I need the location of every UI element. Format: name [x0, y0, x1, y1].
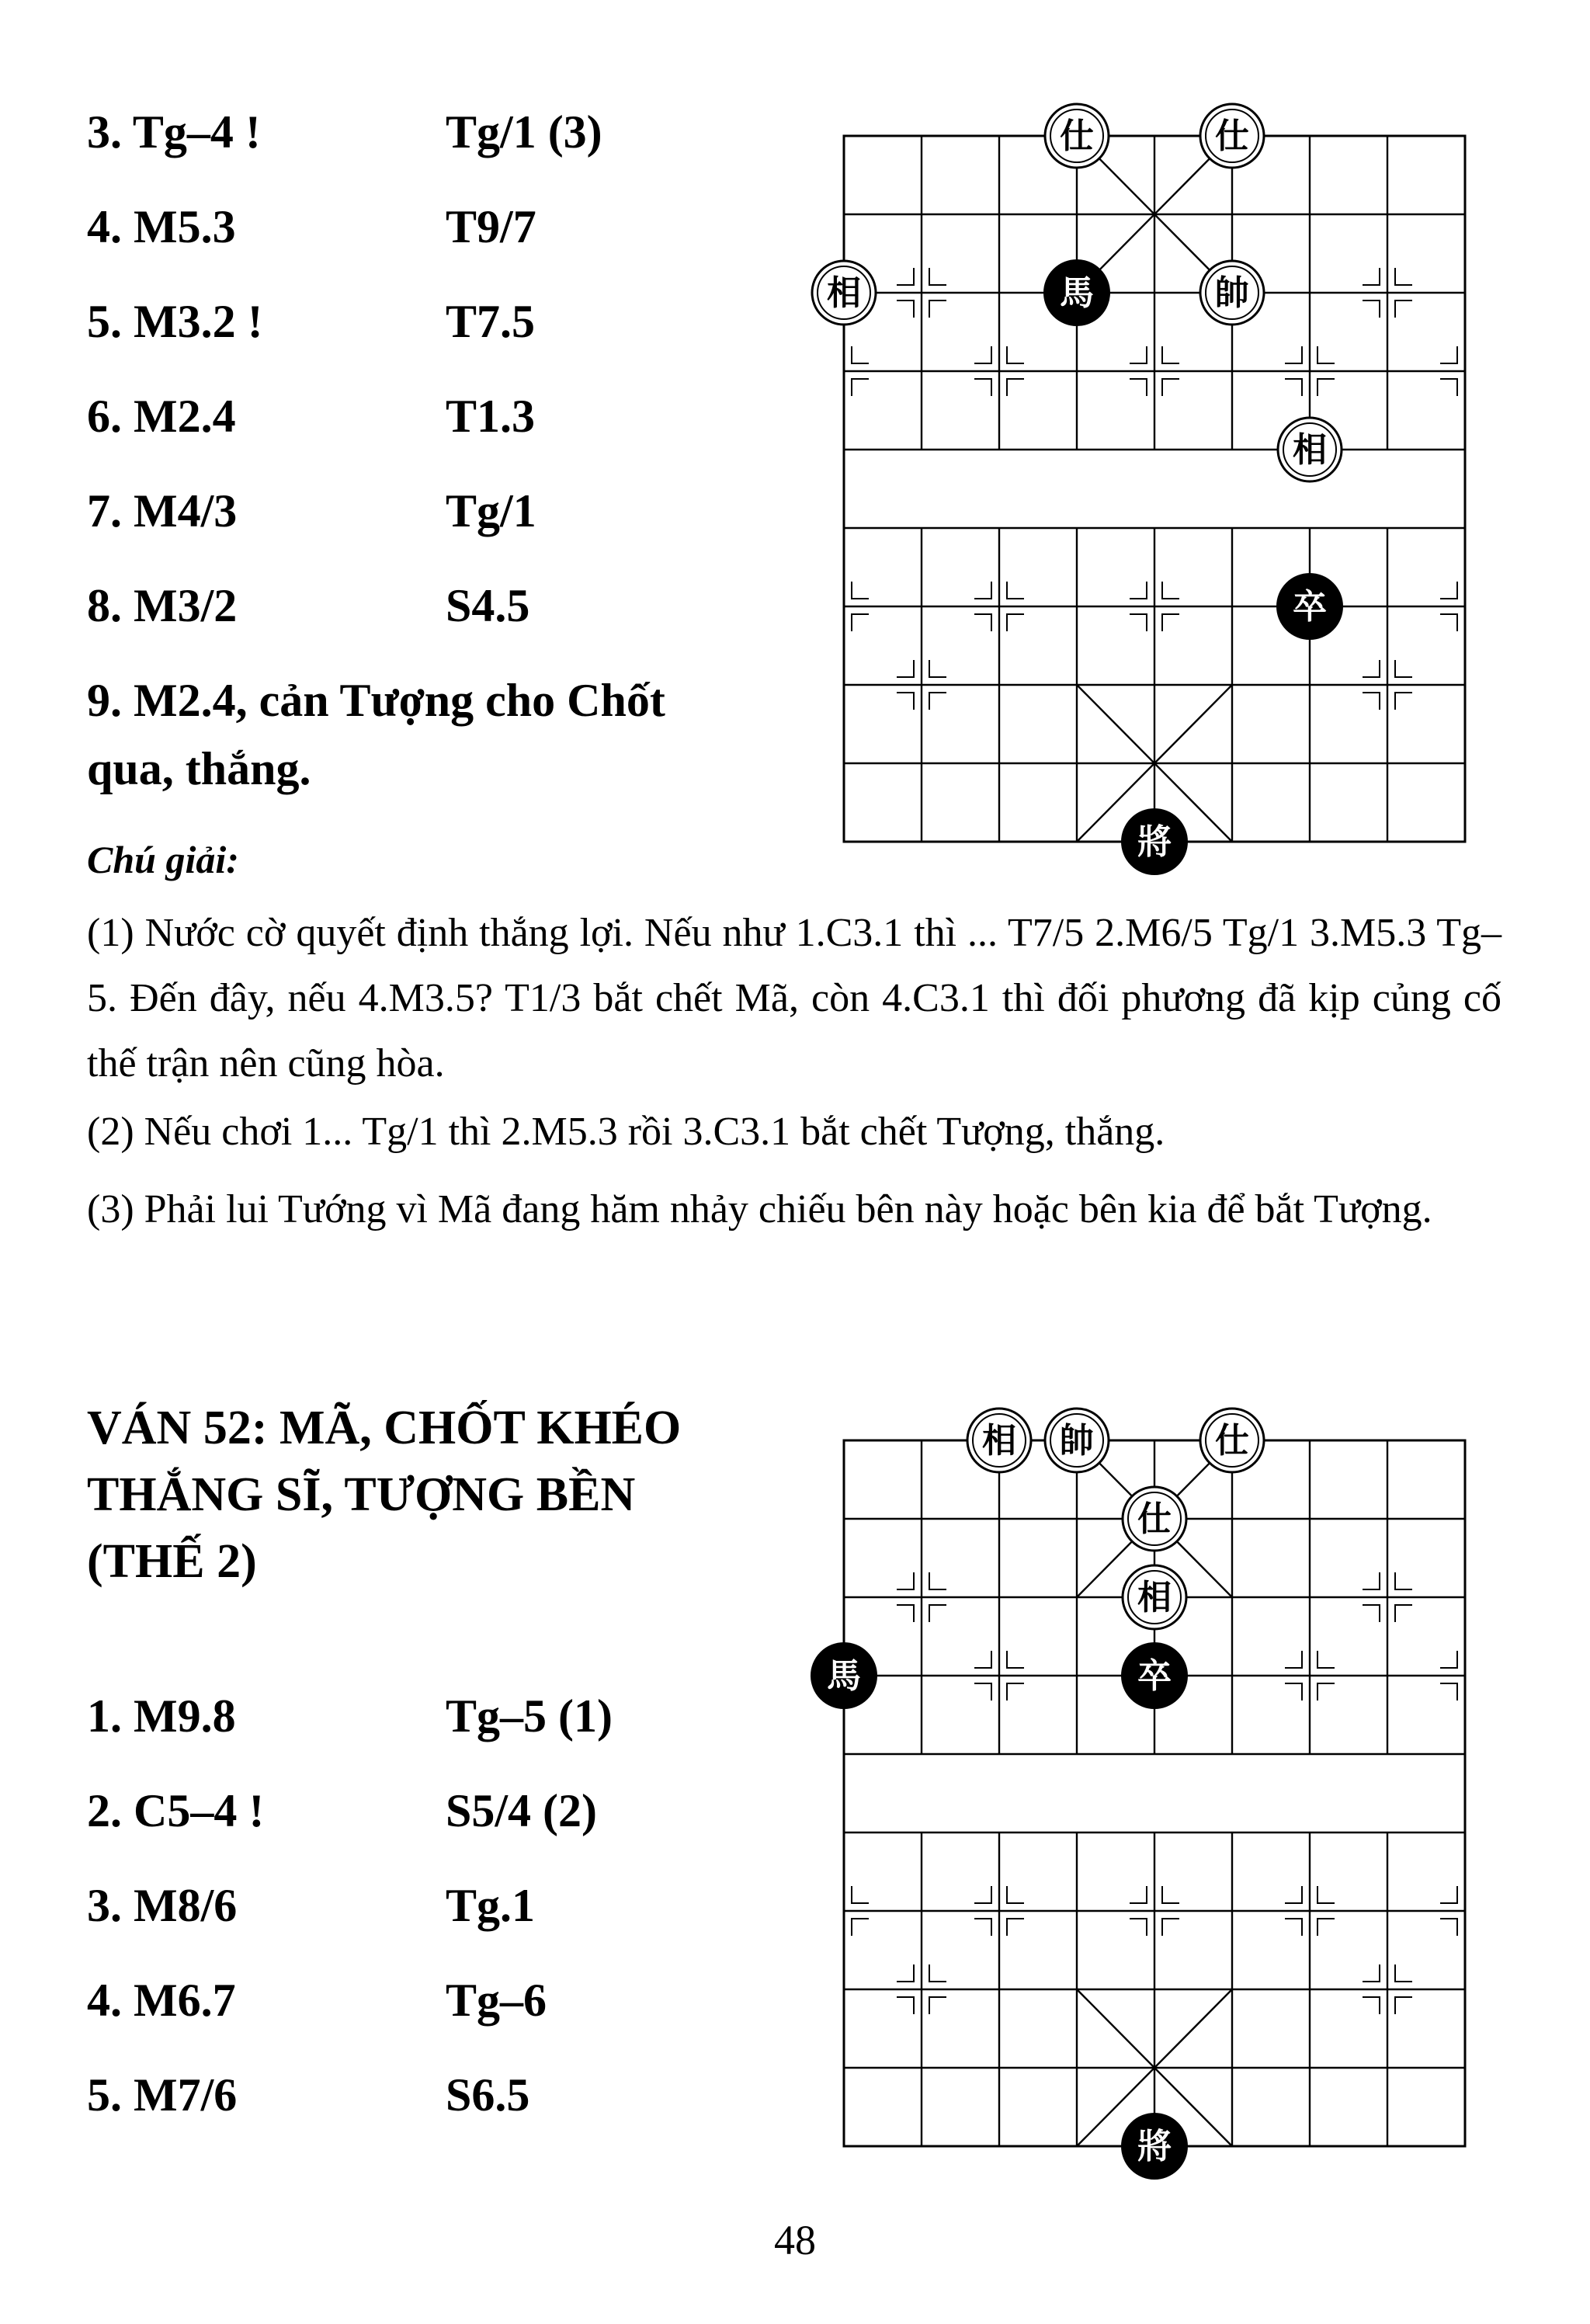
move-black: S4.5	[446, 580, 530, 631]
red-piece	[1123, 1565, 1186, 1629]
red-piece	[1278, 418, 1342, 481]
red-piece	[1045, 1409, 1109, 1472]
move-black: S5/4 (2)	[446, 1785, 597, 1836]
note-1: (1) Nước cờ quyết định thắng lợi. Nếu như 1.C3.1 thì ... T7/5 2.M6/5 Tg/1 3.M5.3 Tg–5. Đến đây, nếu 4.M3.5? T1/3 bắt chết Mã, còn 4.C3.1 thì đối phương đã kịp củng cố thế trận nên cũng hòa.	[87, 911, 1501, 1086]
red-piece	[1200, 261, 1264, 325]
move-red: 8. M3/2	[87, 580, 238, 631]
move-black: S6.5	[446, 2069, 530, 2121]
red-piece	[1200, 104, 1264, 168]
svg-text:相: 相	[1137, 1578, 1172, 1617]
red-piece	[812, 261, 876, 325]
board-2	[811, 1409, 1465, 2179]
move-black: T9/7	[446, 201, 536, 252]
svg-text:相: 相	[1293, 430, 1327, 470]
move-red: 5. M7/6	[87, 2069, 238, 2121]
svg-text:將: 將	[1137, 2127, 1172, 2166]
red-piece	[1200, 1409, 1264, 1472]
move-red: 2. C5–4 !	[87, 1785, 265, 1836]
note-2: (2) Nếu chơi 1... Tg/1 thì 2.M5.3 rồi 3.C3.1 bắt chết Tượng, thắng.	[87, 1110, 1165, 1154]
move-black: T1.3	[446, 391, 536, 442]
game2-title-line3: (THẾ 2)	[87, 1535, 257, 1588]
move-red: 6. M2.4	[87, 391, 236, 442]
game2-title-line1: VÁN 52: MÃ, CHỐT KHÉO	[87, 1402, 682, 1454]
note-3: (3) Phải lui Tướng vì Mã đang hăm nhảy chiếu bên này hoặc bên kia để bắt Tượng.	[87, 1187, 1432, 1231]
svg-text:相: 相	[982, 1421, 1016, 1461]
move-red: 5. M3.2 !	[87, 296, 263, 347]
move-red: 1. M9.8	[87, 1690, 236, 1742]
move-black: Tg/1 (3)	[446, 106, 602, 158]
move-red: 3. Tg–4 !	[87, 106, 261, 158]
svg-text:仕: 仕	[1215, 1421, 1249, 1461]
board-1	[812, 104, 1465, 874]
svg-text:仕: 仕	[1137, 1499, 1172, 1539]
svg-text:帥: 帥	[1215, 273, 1249, 313]
svg-text:卒: 卒	[1137, 1656, 1172, 1696]
black-piece	[811, 1643, 877, 1708]
final-move-line1: 9. M2.4, cản Tượng cho Chốt	[87, 675, 665, 726]
red-piece	[1045, 104, 1109, 168]
svg-text:馬: 馬	[827, 1656, 861, 1696]
black-piece	[1044, 260, 1109, 325]
game2-title-line2: THẮNG SĨ, TƯỢNG BỀN	[87, 1468, 636, 1521]
black-piece	[1122, 1643, 1187, 1708]
move-red: 4. M6.7	[87, 1975, 236, 2026]
move-black: Tg.1	[446, 1880, 536, 1931]
red-piece	[967, 1409, 1031, 1472]
move-black: Tg/1	[446, 485, 536, 537]
move-red: 7. M4/3	[87, 485, 238, 537]
svg-text:仕: 仕	[1060, 116, 1094, 156]
black-piece	[1277, 574, 1342, 639]
black-piece	[1122, 809, 1187, 874]
move-black: Tg–5 (1)	[446, 1690, 613, 1742]
notes-title: Chú giải:	[87, 838, 239, 881]
move-black: Tg–6	[446, 1975, 547, 2026]
move-red: 3. M8/6	[87, 1880, 238, 1931]
svg-text:帥: 帥	[1060, 1421, 1094, 1461]
svg-text:卒: 卒	[1293, 587, 1327, 627]
move-red: 4. M5.3	[87, 201, 236, 252]
svg-text:相: 相	[827, 273, 861, 313]
svg-text:仕: 仕	[1215, 116, 1249, 156]
page-number: 48	[774, 2217, 816, 2263]
final-move-line2: qua, thắng.	[87, 743, 311, 794]
red-piece	[1123, 1487, 1186, 1551]
move-black: T7.5	[446, 296, 536, 347]
black-piece	[1122, 2114, 1187, 2179]
svg-text:將: 將	[1137, 822, 1172, 862]
svg-text:馬: 馬	[1060, 273, 1094, 313]
